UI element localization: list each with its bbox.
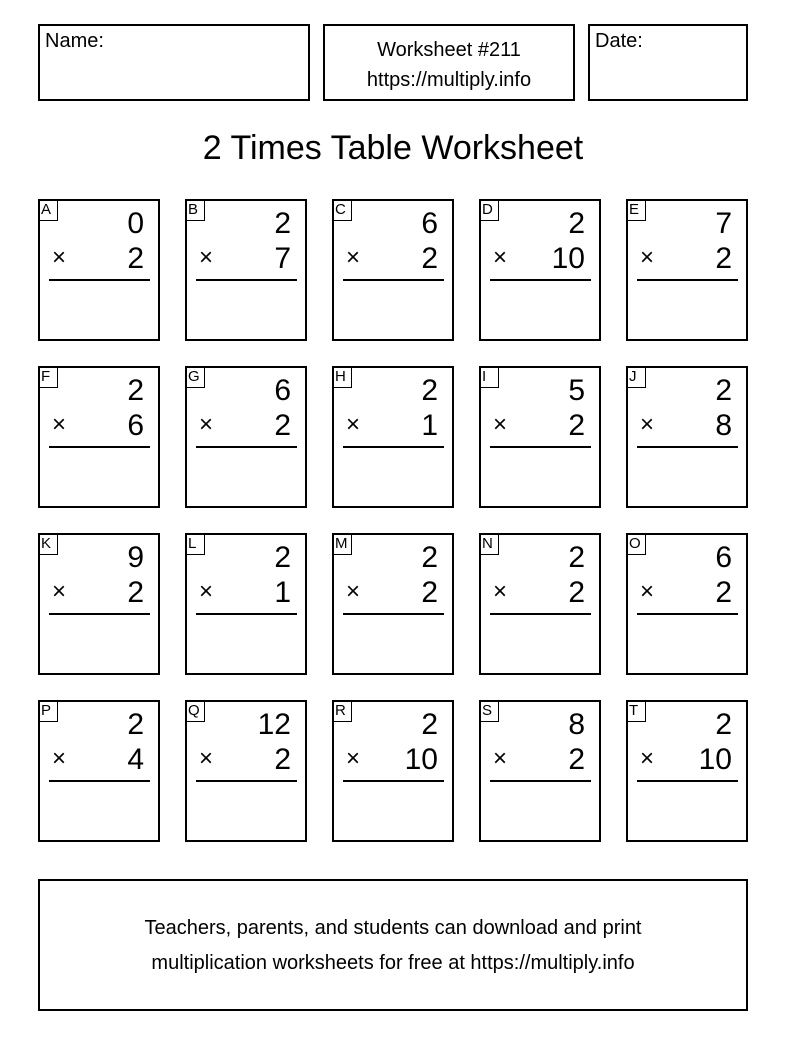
answer-line	[490, 613, 591, 615]
times-sign: ×	[493, 244, 508, 271]
problem-cell[interactable]	[332, 199, 454, 341]
times-sign: ×	[493, 411, 508, 438]
multiplicand: 6	[421, 207, 438, 240]
multiplicand: 12	[257, 708, 291, 741]
multiplier: 2	[715, 242, 732, 275]
problem-letter: T	[626, 700, 646, 722]
problem-letter: C	[332, 199, 352, 221]
times-sign: ×	[346, 745, 361, 772]
problem-letter: N	[479, 533, 499, 555]
problem-letter: L	[185, 533, 205, 555]
problem-cell[interactable]	[479, 533, 601, 675]
problem-cell[interactable]	[626, 366, 748, 508]
multiplicand: 2	[127, 374, 144, 407]
problem-cell[interactable]	[479, 199, 601, 341]
answer-line	[637, 446, 738, 448]
multiplicand: 6	[274, 374, 291, 407]
multiplier: 4	[127, 743, 144, 776]
answer-line	[343, 279, 444, 281]
multiplier: 6	[127, 409, 144, 442]
times-sign: ×	[493, 578, 508, 605]
multiplier: 2	[274, 743, 291, 776]
multiplier: 8	[715, 409, 732, 442]
answer-line	[196, 279, 297, 281]
worksheet-number: Worksheet #211	[377, 39, 521, 61]
multiplicand: 2	[715, 708, 732, 741]
problem-cell[interactable]	[38, 366, 160, 508]
date-box[interactable]	[588, 24, 748, 101]
problem-letter: M	[332, 533, 352, 555]
problem-cell[interactable]	[332, 700, 454, 842]
multiplicand: 6	[715, 541, 732, 574]
problem-cell[interactable]	[479, 366, 601, 508]
problem-cell[interactable]	[38, 533, 160, 675]
answer-line	[490, 446, 591, 448]
multiplicand: 5	[568, 374, 585, 407]
problem-letter: Q	[185, 700, 205, 722]
multiplier: 10	[698, 743, 732, 776]
problem-letter: H	[332, 366, 352, 388]
problem-letter: K	[38, 533, 58, 555]
problem-letter: I	[479, 366, 499, 388]
problem-cell[interactable]	[185, 533, 307, 675]
times-sign: ×	[52, 244, 67, 271]
problem-letter: O	[626, 533, 646, 555]
times-sign: ×	[52, 745, 67, 772]
multiplicand: 2	[421, 541, 438, 574]
times-sign: ×	[640, 578, 655, 605]
answer-line	[343, 780, 444, 782]
problem-letter: F	[38, 366, 58, 388]
answer-line	[343, 446, 444, 448]
problem-letter: D	[479, 199, 499, 221]
site-url: https://multiply.info	[366, 69, 532, 91]
times-sign: ×	[52, 411, 67, 438]
answer-line	[637, 279, 738, 281]
times-sign: ×	[640, 745, 655, 772]
problem-cell[interactable]	[626, 199, 748, 341]
multiplicand: 2	[274, 207, 291, 240]
times-sign: ×	[199, 411, 214, 438]
multiplier: 2	[421, 242, 438, 275]
problem-cell[interactable]	[38, 199, 160, 341]
times-sign: ×	[493, 745, 508, 772]
times-sign: ×	[199, 244, 214, 271]
problem-cell[interactable]	[185, 700, 307, 842]
problem-cell[interactable]	[479, 700, 601, 842]
multiplier: 2	[568, 576, 585, 609]
multiplier: 7	[274, 242, 291, 275]
answer-line	[49, 613, 150, 615]
worksheet-info-box	[323, 24, 575, 101]
problem-cell[interactable]	[185, 199, 307, 341]
name-label: Name:	[45, 30, 104, 52]
answer-line	[490, 780, 591, 782]
times-sign: ×	[199, 745, 214, 772]
times-sign: ×	[346, 411, 361, 438]
multiplicand: 9	[127, 541, 144, 574]
worksheet-title: 2 Times Table Worksheet	[202, 129, 584, 167]
problem-cell[interactable]	[38, 700, 160, 842]
multiplier: 2	[127, 576, 144, 609]
answer-line	[49, 279, 150, 281]
problem-letter: S	[479, 700, 499, 722]
footer-box	[38, 879, 748, 1011]
footer-line-1: Teachers, parents, and students can download and print	[144, 917, 642, 939]
multiplier: 2	[715, 576, 732, 609]
problem-cell[interactable]	[332, 366, 454, 508]
problem-cell[interactable]	[626, 700, 748, 842]
multiplicand: 0	[127, 207, 144, 240]
times-sign: ×	[346, 578, 361, 605]
problem-letter: E	[626, 199, 646, 221]
multiplicand: 2	[274, 541, 291, 574]
multiplicand: 2	[568, 207, 585, 240]
times-sign: ×	[640, 411, 655, 438]
problem-letter: J	[626, 366, 646, 388]
multiplier: 2	[568, 409, 585, 442]
times-sign: ×	[52, 578, 67, 605]
multiplier: 2	[568, 743, 585, 776]
answer-line	[490, 279, 591, 281]
multiplier: 1	[274, 576, 291, 609]
answer-line	[196, 613, 297, 615]
answer-line	[637, 780, 738, 782]
problem-letter: A	[38, 199, 58, 221]
multiplier: 2	[127, 242, 144, 275]
multiplicand: 7	[715, 207, 732, 240]
problem-cell[interactable]	[332, 533, 454, 675]
answer-line	[343, 613, 444, 615]
problem-letter: P	[38, 700, 58, 722]
multiplicand: 2	[421, 708, 438, 741]
times-sign: ×	[346, 244, 361, 271]
answer-line	[637, 613, 738, 615]
problem-letter: B	[185, 199, 205, 221]
times-sign: ×	[640, 244, 655, 271]
multiplier: 2	[274, 409, 291, 442]
answer-line	[49, 780, 150, 782]
times-sign: ×	[199, 578, 214, 605]
multiplicand: 2	[127, 708, 144, 741]
answer-line	[196, 446, 297, 448]
problem-cell[interactable]	[626, 533, 748, 675]
multiplicand: 8	[568, 708, 585, 741]
multiplicand: 2	[715, 374, 732, 407]
multiplier: 1	[421, 409, 438, 442]
multiplicand: 2	[568, 541, 585, 574]
multiplier: 10	[551, 242, 585, 275]
answer-line	[196, 780, 297, 782]
footer-line-2: multiplication worksheets for free at https://multiply.info	[151, 952, 635, 974]
problem-letter: G	[185, 366, 205, 388]
multiplier: 10	[404, 743, 438, 776]
problem-letter: R	[332, 700, 352, 722]
name-box[interactable]	[38, 24, 310, 101]
multiplicand: 2	[421, 374, 438, 407]
problem-cell[interactable]	[185, 366, 307, 508]
answer-line	[49, 446, 150, 448]
date-label: Date:	[595, 30, 643, 52]
multiplier: 2	[421, 576, 438, 609]
